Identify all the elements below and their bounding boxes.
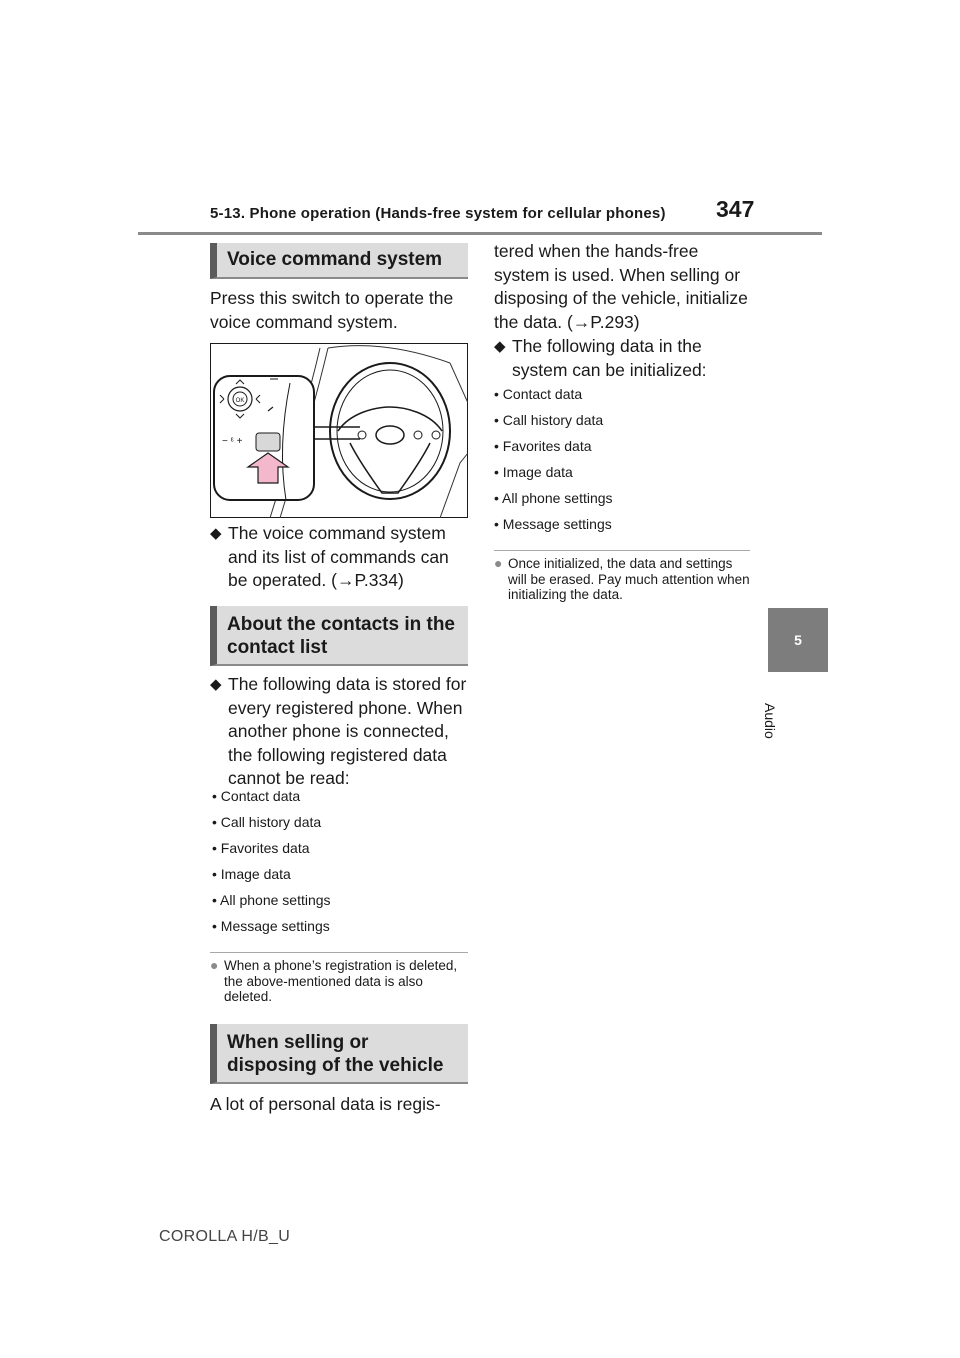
voice-bullet-text: The voice command system and its list of commands can be operated. (→P.334) xyxy=(228,523,449,590)
diamond-bullet-icon: ◆ xyxy=(494,338,506,355)
init-note-text: Once initialized, the data and settings will be erased. Pay much attention when initializing the data. xyxy=(508,556,750,602)
selling-text-continued: tered when the hands-free system is used. When selling or disposing of the vehicle, initialize the data. (→P.293) xyxy=(494,241,748,332)
footer-model: COROLLA H/B_U xyxy=(159,1228,291,1245)
list-item: • All phone settings xyxy=(494,490,613,506)
list-item: • Favorites data xyxy=(494,438,592,454)
list-item: • Call history data xyxy=(212,814,322,830)
page-number: 347 xyxy=(716,196,755,222)
list-item: • Image data xyxy=(494,464,573,480)
list-item: • Contact data xyxy=(494,386,583,402)
diamond-bullet-icon: ◆ xyxy=(210,525,222,542)
chapter-tab: 5 xyxy=(768,608,828,672)
steering-wheel-illustration xyxy=(210,343,468,518)
section-title: 5-13. Phone operation (Hands-free system for cellular phones) xyxy=(210,205,666,222)
init-note xyxy=(494,556,750,603)
note-divider xyxy=(210,952,468,953)
list-item: • Message settings xyxy=(494,516,612,532)
list-item: • All phone settings xyxy=(212,892,331,908)
contacts-heading: About the contacts in the contact list xyxy=(210,606,468,666)
contacts-bullet xyxy=(210,673,472,791)
voice-intro-text: Press this switch to operate the voice command system. xyxy=(210,288,454,332)
chapter-label: Audio xyxy=(762,703,778,739)
init-bullet-text: The following data in the system can be initialized: xyxy=(512,336,707,380)
voice-bullet xyxy=(210,522,472,593)
list-item: • Contact data xyxy=(212,788,301,804)
init-bullet xyxy=(494,335,750,382)
list-item: • Favorites data xyxy=(212,840,310,856)
list-item: • Message settings xyxy=(212,918,330,934)
header-rule xyxy=(138,232,822,235)
contacts-note xyxy=(210,958,460,1005)
selling-text: A lot of personal data is regis- xyxy=(210,1094,441,1114)
note-dot-icon: ● xyxy=(210,957,219,973)
selling-heading: When selling or disposing of the vehicle xyxy=(210,1024,468,1084)
list-item: • Call history data xyxy=(494,412,604,428)
svg-text:OK: OK xyxy=(235,398,245,404)
list-item: • Image data xyxy=(212,866,291,882)
svg-text:− ᵋ +: − ᵋ + xyxy=(222,436,243,447)
contacts-note-text: When a phone’s registration is deleted, the above-mentioned data is also deleted. xyxy=(224,958,458,1004)
note-dot-icon: ● xyxy=(494,555,503,571)
note-divider xyxy=(494,550,750,551)
diamond-bullet-icon: ◆ xyxy=(210,676,222,693)
voice-command-heading: Voice command system xyxy=(210,243,468,279)
contacts-bullet-text: The following data is stored for every registered phone. When another phone is connected, the following registered data cannot be read: xyxy=(228,674,467,788)
